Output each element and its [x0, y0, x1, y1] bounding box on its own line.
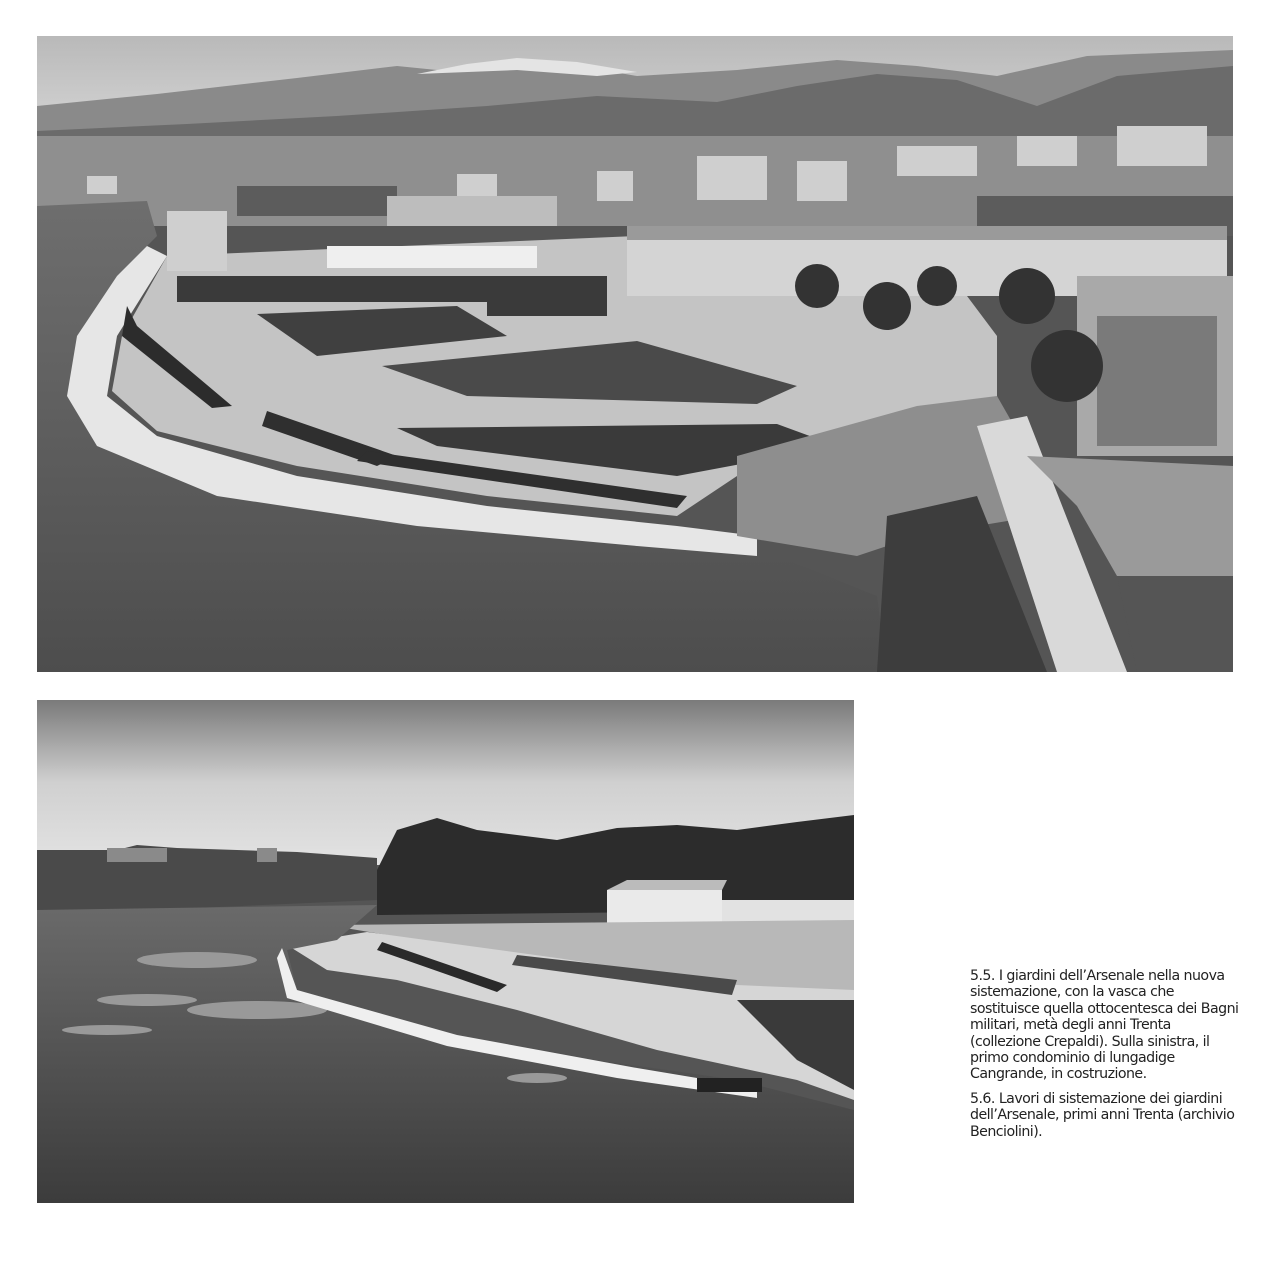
figure-5-6-photo [37, 700, 854, 1203]
arsenale-gardens-aerial-image [37, 36, 1233, 672]
caption-5-6: 5.6. Lavori di sistemazione dei giardini dell’Arsenale, primi anni Trenta (archivio Benciolini). [970, 1090, 1235, 1140]
figure-5-5-photo [37, 36, 1233, 672]
figure-captions [970, 968, 1240, 1148]
caption-5-5: 5.5. I giardini dell’Arsenale nella nuova sistemazione, con la vasca che sostituisce quella ottocentesca dei Bagni militari, metà degli anni Trenta (collezione Crepaldi). Sulla sinistra, il primo condominio di lungadige Cangrande, in costruzione. [970, 968, 1239, 1083]
arsenale-works-image [37, 700, 854, 1203]
